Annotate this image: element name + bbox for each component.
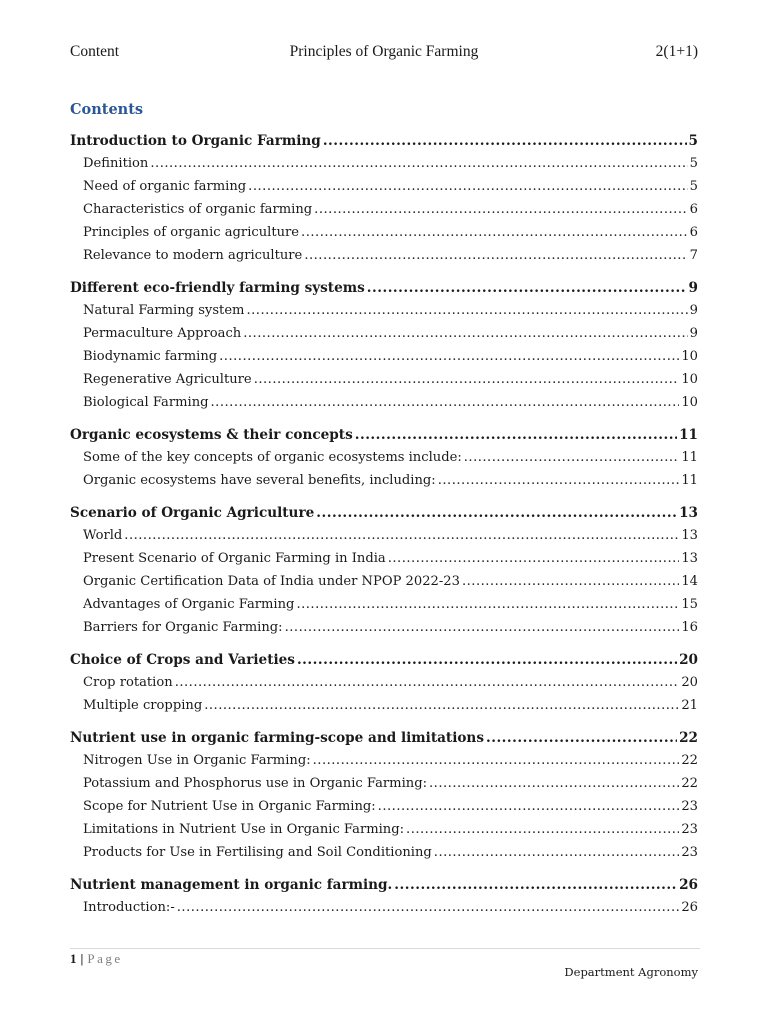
- dot-leader: [464, 450, 680, 465]
- toc-subsection-entry[interactable]: [70, 698, 698, 721]
- toc-section: [70, 505, 698, 643]
- toc-subsection-entry-label: Advantages of Organic Farming: [83, 597, 295, 612]
- toc-subsection-entry[interactable]: [70, 202, 698, 225]
- toc-subsection-entry[interactable]: [70, 395, 698, 418]
- dot-leader: [254, 372, 680, 387]
- toc-subsection-entry-label: Present Scenario of Organic Farming in India: [83, 551, 386, 566]
- toc-subsection-entry[interactable]: [70, 551, 698, 574]
- toc-subsection-entry-page: 6: [689, 225, 698, 240]
- toc-subsection-entry-page: 9: [689, 326, 698, 341]
- toc-subsection-entry-page: 11: [681, 450, 698, 465]
- toc-subsection-entry-label: Introduction:-: [83, 900, 175, 915]
- toc-subsection-entry-page: 13: [681, 528, 698, 543]
- toc-subsection-entry[interactable]: [70, 248, 698, 271]
- dot-leader: [124, 528, 679, 543]
- toc-subsection-entry[interactable]: [70, 450, 698, 473]
- toc-subsection-entry[interactable]: [70, 753, 698, 776]
- toc-subsection-entry-label: Biodynamic farming: [83, 349, 218, 364]
- toc-subsection-entry-label: Nitrogen Use in Organic Farming:: [83, 753, 311, 768]
- dot-leader: [296, 597, 679, 612]
- toc-section: [70, 730, 698, 868]
- toc-subsection-entry[interactable]: [70, 473, 698, 496]
- dot-leader: [429, 776, 679, 791]
- toc-section: [70, 877, 698, 923]
- toc-subsection-entry[interactable]: [70, 900, 698, 923]
- footer-department: Department Agronomy: [564, 965, 698, 979]
- toc-chapter-entry[interactable]: [70, 652, 698, 675]
- dot-leader: [175, 675, 680, 690]
- toc-subsection-entry[interactable]: [70, 326, 698, 349]
- toc-chapter-entry-label: Introduction to Organic Farming: [70, 133, 321, 149]
- toc-subsection-entry[interactable]: [70, 225, 698, 248]
- dot-leader: [323, 133, 687, 149]
- toc-subsection-entry[interactable]: [70, 372, 698, 395]
- toc-subsection-entry-label: Natural Farming system: [83, 303, 245, 318]
- dot-leader: [388, 551, 680, 566]
- dot-leader: [313, 753, 680, 768]
- dot-leader: [394, 877, 677, 893]
- toc-subsection-entry[interactable]: [70, 620, 698, 643]
- dot-leader: [150, 156, 687, 171]
- toc-subsection-entry-label: Products for Use in Fertilising and Soil Conditioning: [83, 845, 432, 860]
- toc-subsection-entry-label: Multiple cropping: [83, 698, 203, 713]
- toc-subsection-entry-label: Barriers for Organic Farming:: [83, 620, 283, 635]
- toc-chapter-entry-page: 11: [679, 427, 698, 443]
- header-right: 2(1+1): [655, 43, 698, 60]
- toc-chapter-entry-label: Nutrient use in organic farming-scope and limitations: [70, 730, 484, 746]
- toc-subsection-entry-page: 22: [681, 753, 698, 768]
- toc-subsection-entry-label: Definition: [83, 156, 149, 171]
- toc-subsection-entry-page: 5: [689, 156, 698, 171]
- toc-subsection-entry-label: Permaculture Approach: [83, 326, 242, 341]
- toc-chapter-entry-label: Organic ecosystems & their concepts: [70, 427, 353, 443]
- toc-subsection-entry-label: Organic Certification Data of India under NPOP 2022-23: [83, 574, 460, 589]
- table-of-contents: [70, 133, 698, 932]
- toc-subsection-entry-label: Regenerative Agriculture: [83, 372, 252, 387]
- dot-leader: [355, 427, 677, 443]
- page-header: [70, 43, 698, 63]
- toc-subsection-entry-page: 10: [681, 395, 698, 410]
- toc-subsection-entry[interactable]: [70, 156, 698, 179]
- toc-heading: Contents: [70, 101, 144, 118]
- dot-leader: [304, 248, 687, 263]
- toc-chapter-entry-label: Nutrient management in organic farming.: [70, 877, 393, 893]
- toc-subsection-entry-label: Relevance to modern agriculture: [83, 248, 303, 263]
- toc-subsection-entry-page: 23: [681, 822, 698, 837]
- dot-leader: [434, 845, 680, 860]
- toc-subsection-entry-page: 9: [689, 303, 698, 318]
- toc-section: [70, 133, 698, 271]
- dot-leader: [367, 280, 687, 296]
- footer-page-indicator: [70, 951, 123, 967]
- toc-subsection-entry[interactable]: [70, 799, 698, 822]
- toc-chapter-entry[interactable]: [70, 730, 698, 753]
- toc-subsection-entry-label: Biological Farming: [83, 395, 209, 410]
- toc-subsection-entry-label: Some of the key concepts of organic ecosystems include:: [83, 450, 462, 465]
- footer-page-number: 1: [70, 951, 77, 966]
- toc-chapter-entry-page: 9: [688, 280, 698, 296]
- dot-leader: [438, 473, 680, 488]
- toc-subsection-entry[interactable]: [70, 822, 698, 845]
- dot-leader: [285, 620, 680, 635]
- dot-leader: [378, 799, 680, 814]
- toc-subsection-entry-page: 11: [681, 473, 698, 488]
- toc-section: [70, 280, 698, 418]
- dot-leader: [462, 574, 679, 589]
- toc-subsection-entry-page: 22: [681, 776, 698, 791]
- dot-leader: [246, 303, 687, 318]
- toc-chapter-entry[interactable]: [70, 133, 698, 156]
- toc-section: [70, 427, 698, 496]
- toc-chapter-entry-page: 26: [679, 877, 698, 893]
- dot-leader: [243, 326, 687, 341]
- footer-divider: [70, 948, 700, 949]
- toc-subsection-entry-page: 16: [681, 620, 698, 635]
- toc-chapter-entry[interactable]: [70, 505, 698, 528]
- header-left: Content: [70, 43, 120, 60]
- toc-subsection-entry-label: Crop rotation: [83, 675, 173, 690]
- toc-chapter-entry[interactable]: [70, 427, 698, 450]
- header-title: Principles of Organic Farming: [289, 43, 479, 60]
- toc-subsection-entry[interactable]: [70, 303, 698, 326]
- toc-subsection-entry-page: 5: [689, 179, 698, 194]
- toc-chapter-entry[interactable]: [70, 280, 698, 303]
- toc-subsection-entry-page: 10: [681, 349, 698, 364]
- toc-chapter-entry-label: Scenario of Organic Agriculture: [70, 505, 315, 521]
- toc-chapter-entry-page: 20: [679, 652, 698, 668]
- dot-leader: [211, 395, 680, 410]
- toc-subsection-entry-label: Characteristics of organic farming: [83, 202, 313, 217]
- dot-leader: [177, 900, 680, 915]
- toc-chapter-entry-page: 5: [688, 133, 698, 149]
- toc-chapter-entry-page: 22: [679, 730, 698, 746]
- toc-chapter-entry-label: Different eco-friendly farming systems: [70, 280, 365, 296]
- toc-subsection-entry-page: 10: [681, 372, 698, 387]
- toc-subsection-entry[interactable]: [70, 845, 698, 868]
- toc-subsection-entry-label: World: [83, 528, 123, 543]
- toc-subsection-entry-page: 23: [681, 799, 698, 814]
- toc-subsection-entry-label: Potassium and Phosphorus use in Organic Farming:: [83, 776, 428, 791]
- toc-subsection-entry[interactable]: [70, 597, 698, 620]
- toc-subsection-entry[interactable]: [70, 528, 698, 551]
- dot-leader: [486, 730, 677, 746]
- toc-subsection-entry-page: 7: [689, 248, 698, 263]
- toc-subsection-entry-page: 23: [681, 845, 698, 860]
- toc-subsection-entry-label: Organic ecosystems have several benefits, including:: [83, 473, 436, 488]
- dot-leader: [297, 652, 677, 668]
- toc-subsection-entry-page: 20: [681, 675, 698, 690]
- toc-subsection-entry-page: 26: [681, 900, 698, 915]
- toc-subsection-entry[interactable]: [70, 574, 698, 597]
- dot-leader: [248, 179, 687, 194]
- dot-leader: [301, 225, 688, 240]
- footer-separator: |: [80, 951, 84, 966]
- toc-subsection-entry[interactable]: [70, 675, 698, 698]
- dot-leader: [406, 822, 679, 837]
- dot-leader: [314, 202, 687, 217]
- toc-subsection-entry-page: 14: [681, 574, 698, 589]
- footer-page-word: Page: [87, 951, 123, 966]
- dot-leader: [204, 698, 679, 713]
- toc-subsection-entry-page: 13: [681, 551, 698, 566]
- toc-subsection-entry[interactable]: [70, 776, 698, 799]
- toc-chapter-entry-page: 13: [679, 505, 698, 521]
- toc-subsection-entry-page: 21: [681, 698, 698, 713]
- toc-chapter-entry[interactable]: [70, 877, 698, 900]
- toc-subsection-entry[interactable]: [70, 179, 698, 202]
- dot-leader: [316, 505, 677, 521]
- toc-subsection-entry-page: 6: [689, 202, 698, 217]
- toc-subsection-entry-label: Need of organic farming: [83, 179, 247, 194]
- toc-subsection-entry-label: Principles of organic agriculture: [83, 225, 300, 240]
- toc-subsection-entry-page: 15: [681, 597, 698, 612]
- toc-section: [70, 652, 698, 721]
- toc-subsection-entry-label: Scope for Nutrient Use in Organic Farming:: [83, 799, 376, 814]
- toc-subsection-entry[interactable]: [70, 349, 698, 372]
- dot-leader: [219, 349, 679, 364]
- toc-chapter-entry-label: Choice of Crops and Varieties: [70, 652, 295, 668]
- toc-subsection-entry-label: Limitations in Nutrient Use in Organic Farming:: [83, 822, 405, 837]
